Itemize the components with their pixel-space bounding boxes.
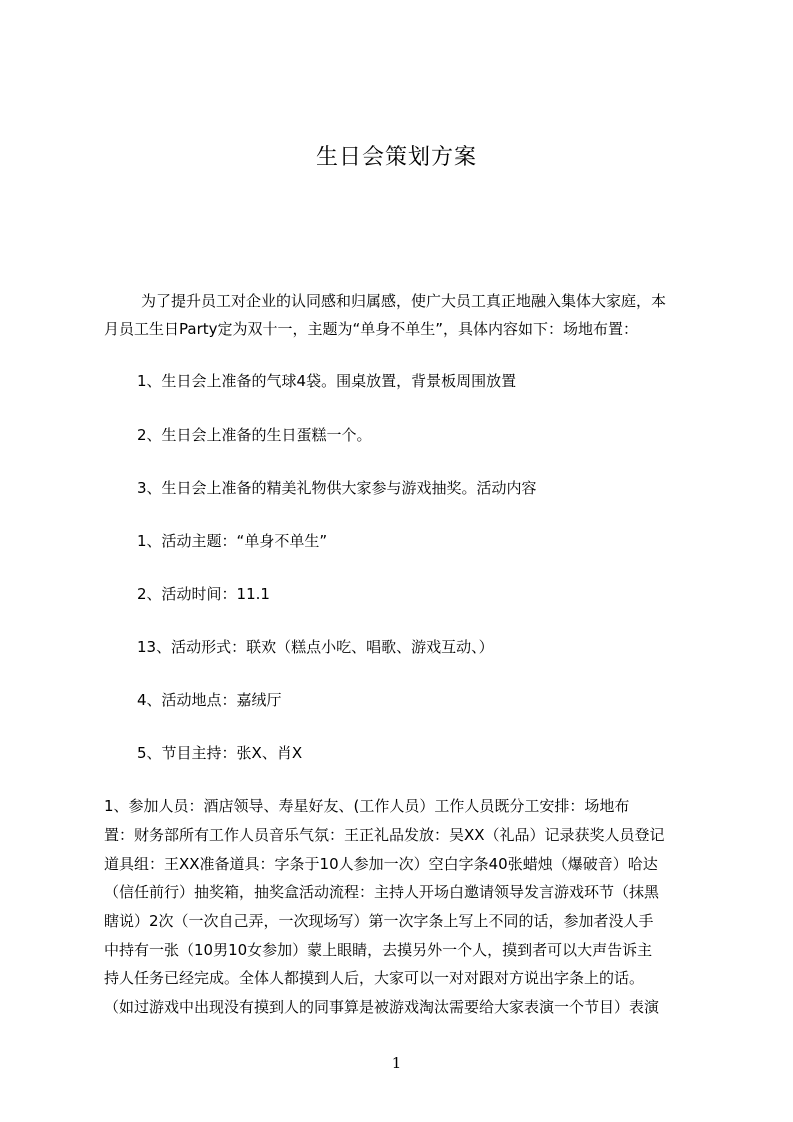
paragraph-line: 道具组：王XX准备道具：字条于10人参加一次）空白字条40张蜡烛（爆破音）哈达: [104, 855, 658, 873]
paragraph-line: （信任前行）抽奖箱，抽奖盒活动流程：主持人开场白邀请领导发言游戏环节（抹黑: [104, 883, 660, 901]
page-number: 1: [391, 1054, 402, 1072]
document-title: 生日会策划方案: [315, 145, 477, 170]
list-item: 2、活动时间：11.1: [137, 585, 270, 603]
paragraph-line: 瞎说）2次（一次自己弄，一次现场写）第一次字条上写上不同的话，参加者没人手: [104, 912, 654, 930]
intro-line-2: 月员工生日Party定为双十一，主题为“单身不单生”，具体内容如下：场地布置：: [104, 320, 639, 338]
list-item: 13、活动形式：联欢（糕点小吃、唱歌、游戏互动、）: [137, 638, 494, 656]
paragraph-line: （如过游戏中出现没有摸到人的同事算是被游戏淘汰需要给大家表演一个节目）表演: [104, 998, 660, 1016]
list-item: 4、活动地点：嘉绒厅: [137, 691, 282, 709]
paragraph-line: 中持有一张（10男10女参加）蒙上眼睛，去摸另外一个人，摸到者可以大声告诉主: [104, 941, 653, 959]
list-item: 1、生日会上准备的气球4袋。围桌放置，背景板周围放置: [137, 372, 517, 390]
paragraph-line: 持人任务已经完成。全体人都摸到人后，大家可以一对对跟对方说出字条上的话。: [104, 969, 645, 987]
paragraph-line: 置：财务部所有工作人员音乐气氛：王正礼品发放：吴XX（礼品）记录获奖人员登记: [104, 826, 665, 844]
intro-line-1: 为了提升员工对企业的认同感和归属感，使广大员工真正地融入集体大家庭，本: [141, 292, 667, 310]
paragraph-line: 1、参加人员：酒店领导、寿星好友、(工作人员）工作人员既分工安排：场地布: [104, 797, 630, 815]
list-item: 2、生日会上准备的生日蛋糕一个。: [137, 426, 372, 444]
list-item: 5、节目主持：张X、肖X: [137, 744, 303, 762]
list-item: 1、活动主题：“单身不单生”: [137, 532, 328, 550]
list-item: 3、生日会上准备的精美礼物供大家参与游戏抽奖。活动内容: [137, 479, 537, 497]
